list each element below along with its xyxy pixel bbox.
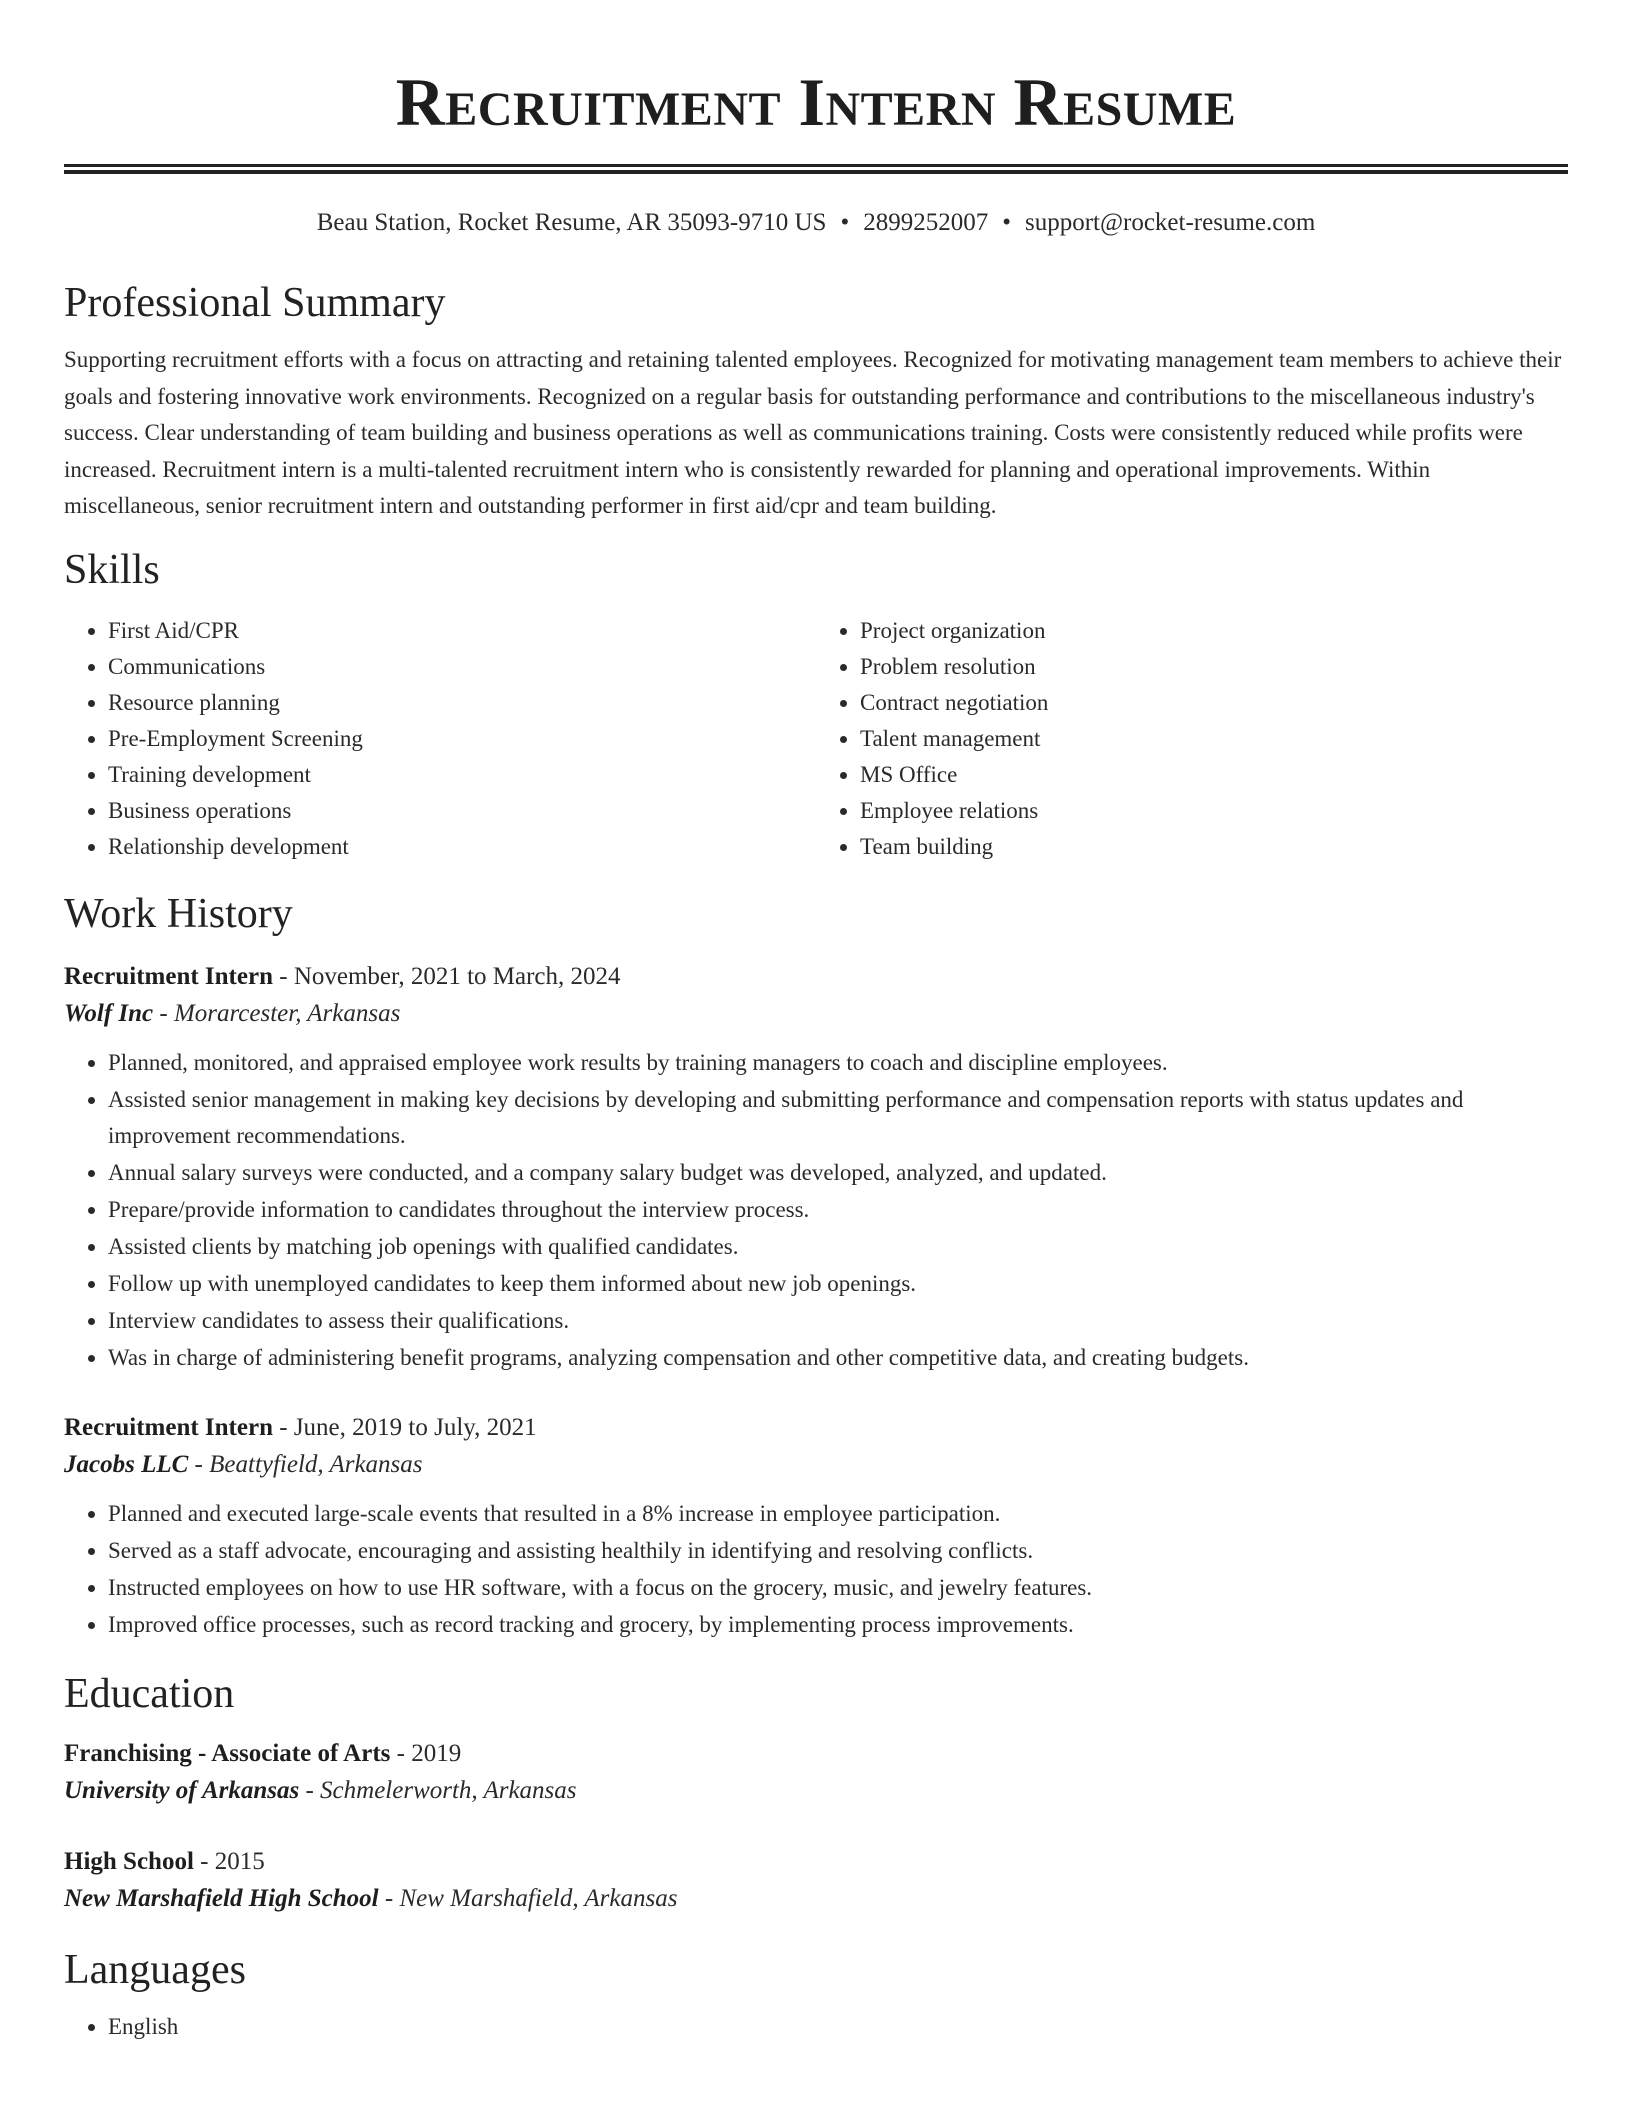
field-separator: - xyxy=(193,1847,215,1875)
education-entry xyxy=(64,1843,1568,1917)
contact-separator: • xyxy=(1002,209,1011,236)
skill-item: • Resource planning xyxy=(108,685,816,721)
job-duty: • Planned and executed large-scale events that resulted in a 8% increase in employee participation. xyxy=(108,1496,1568,1532)
job-duty: • Follow up with unemployed candidates to keep them informed about new job openings. xyxy=(108,1266,1568,1302)
job-title: Recruitment Intern xyxy=(64,962,273,990)
education-location: Schmelerworth, Arkansas xyxy=(320,1776,577,1804)
job-duty: • Interview candidates to assess their qualifications. xyxy=(108,1303,1568,1339)
job-duty: • Instructed employees on how to use HR software, with a focus on the grocery, music, and jewelry features. xyxy=(108,1570,1568,1606)
education-title-line xyxy=(64,1735,1568,1772)
skill-item: • Employee relations xyxy=(860,793,1568,829)
skill-item: • Business operations xyxy=(108,793,816,829)
skill-item: • Project organization xyxy=(860,613,1568,649)
job-company: Jacobs LLC xyxy=(64,1450,189,1478)
field-separator: - xyxy=(153,999,174,1027)
languages-list xyxy=(64,2009,1568,2045)
education-title-line xyxy=(64,1843,1568,1880)
section-heading-summary: Professional Summary xyxy=(64,280,446,326)
job-location: Morarcester, Arkansas xyxy=(173,999,401,1027)
skill-item: • Problem resolution xyxy=(860,649,1568,685)
education-degree: High School xyxy=(64,1847,194,1875)
section-heading-work-history: Work History xyxy=(64,890,293,937)
job-title-line xyxy=(64,1410,1568,1446)
job-duty: • Was in charge of administering benefit programs, analyzing compensation and other competitive data, and creating budgets. xyxy=(108,1340,1568,1376)
section-heading-education: Education xyxy=(64,1670,235,1717)
job-entry xyxy=(64,1410,1568,1643)
job-company-line xyxy=(64,995,1568,1033)
skills-list xyxy=(64,613,1568,865)
section-heading-languages: Languages xyxy=(64,1946,246,1993)
education-school-line xyxy=(64,1880,1568,1917)
resume-title: Recruitment Intern Resume xyxy=(395,64,1237,140)
education-year: 2019 xyxy=(411,1739,462,1767)
language-item: • English xyxy=(108,2009,1568,2045)
job-duty: • Improved office processes, such as record tracking and grocery, by implementing process improvements. xyxy=(108,1607,1568,1643)
job-dates: November, 2021 to March, 2024 xyxy=(293,962,621,990)
job-duty: • Planned, monitored, and appraised employee work results by training managers to coach and discipline employees. xyxy=(108,1045,1568,1081)
education-degree: Franchising - Associate of Arts xyxy=(64,1739,391,1767)
field-separator: - xyxy=(272,962,294,990)
job-location: Beattyfield, Arkansas xyxy=(209,1450,423,1478)
job-dates: June, 2019 to July, 2021 xyxy=(293,1413,537,1441)
education-school: University of Arkansas xyxy=(64,1776,300,1804)
job-title: Recruitment Intern xyxy=(64,1413,273,1441)
education-entry xyxy=(64,1735,1568,1809)
contact-phone: 2899252007 xyxy=(863,209,989,236)
skill-item: • Communications xyxy=(108,649,816,685)
job-duty: • Served as a staff advocate, encouraging and assisting healthily in identifying and resolving conflicts. xyxy=(108,1533,1568,1569)
job-duty: • Prepare/provide information to candidates throughout the interview process. xyxy=(108,1192,1568,1228)
skill-item: • Training development xyxy=(108,757,816,793)
field-separator: - xyxy=(272,1413,294,1441)
field-separator: - xyxy=(299,1776,321,1804)
section-heading-skills: Skills xyxy=(64,546,160,593)
skill-item: • Team building xyxy=(860,829,1568,865)
skill-item: • Contract negotiation xyxy=(860,685,1568,721)
field-separator: - xyxy=(378,1884,400,1912)
education-year: 2015 xyxy=(214,1847,265,1875)
job-title-line xyxy=(64,959,1568,995)
skill-item: • First Aid/CPR xyxy=(108,613,816,649)
education-location: New Marshafield, Arkansas xyxy=(399,1884,678,1912)
education-school-line xyxy=(64,1772,1568,1809)
job-duties xyxy=(64,1045,1568,1376)
contact-address: Beau Station, Rocket Resume, AR 35093-9710 US xyxy=(316,209,827,236)
education-school: New Marshafield High School xyxy=(64,1884,379,1912)
skill-item: • MS Office xyxy=(860,757,1568,793)
job-company: Wolf Inc xyxy=(64,999,154,1027)
job-company-line xyxy=(64,1446,1568,1484)
skills-column-left xyxy=(64,613,816,865)
job-duty: • Annual salary surveys were conducted, and a company salary budget was developed, analyzed, and updated. xyxy=(108,1155,1568,1191)
skill-item: • Talent management xyxy=(860,721,1568,757)
contact-email: support@rocket-resume.com xyxy=(1024,209,1316,236)
field-separator: - xyxy=(390,1739,412,1767)
summary-text: Supporting recruitment efforts with a focus on attracting and retaining talented employees. Recognized for motivating management team members to achieve their goals and fostering innovative work environments. Recognized on a regular basis for outstanding performance and contributions to the miscellaneous industry's success. Clear understanding of team building and business operations as well as communications training. Costs were consistently reduced while profits were increased. Recruitment intern is a multi-talented recruitment intern who is consistently rewarded for planning and operational improvements. Within miscellaneous, senior recruitment intern and outstanding performer in first aid/cpr and team building. xyxy=(64,347,1562,518)
field-separator: - xyxy=(188,1450,210,1478)
title-double-rule xyxy=(64,164,1568,174)
skills-column-right xyxy=(816,613,1568,865)
contact-separator: • xyxy=(840,209,850,236)
skill-item: • Relationship development xyxy=(108,829,816,865)
job-duty: • Assisted clients by matching job openings with qualified candidates. xyxy=(108,1229,1568,1265)
skill-item: • Pre-Employment Screening xyxy=(108,721,816,757)
job-duties xyxy=(64,1496,1568,1643)
contact-line xyxy=(64,208,1568,238)
job-entry xyxy=(64,959,1568,1376)
job-duty: • Assisted senior management in making key decisions by developing and submitting performance and compensation reports with status updates and improvement recommendations. xyxy=(108,1082,1568,1154)
